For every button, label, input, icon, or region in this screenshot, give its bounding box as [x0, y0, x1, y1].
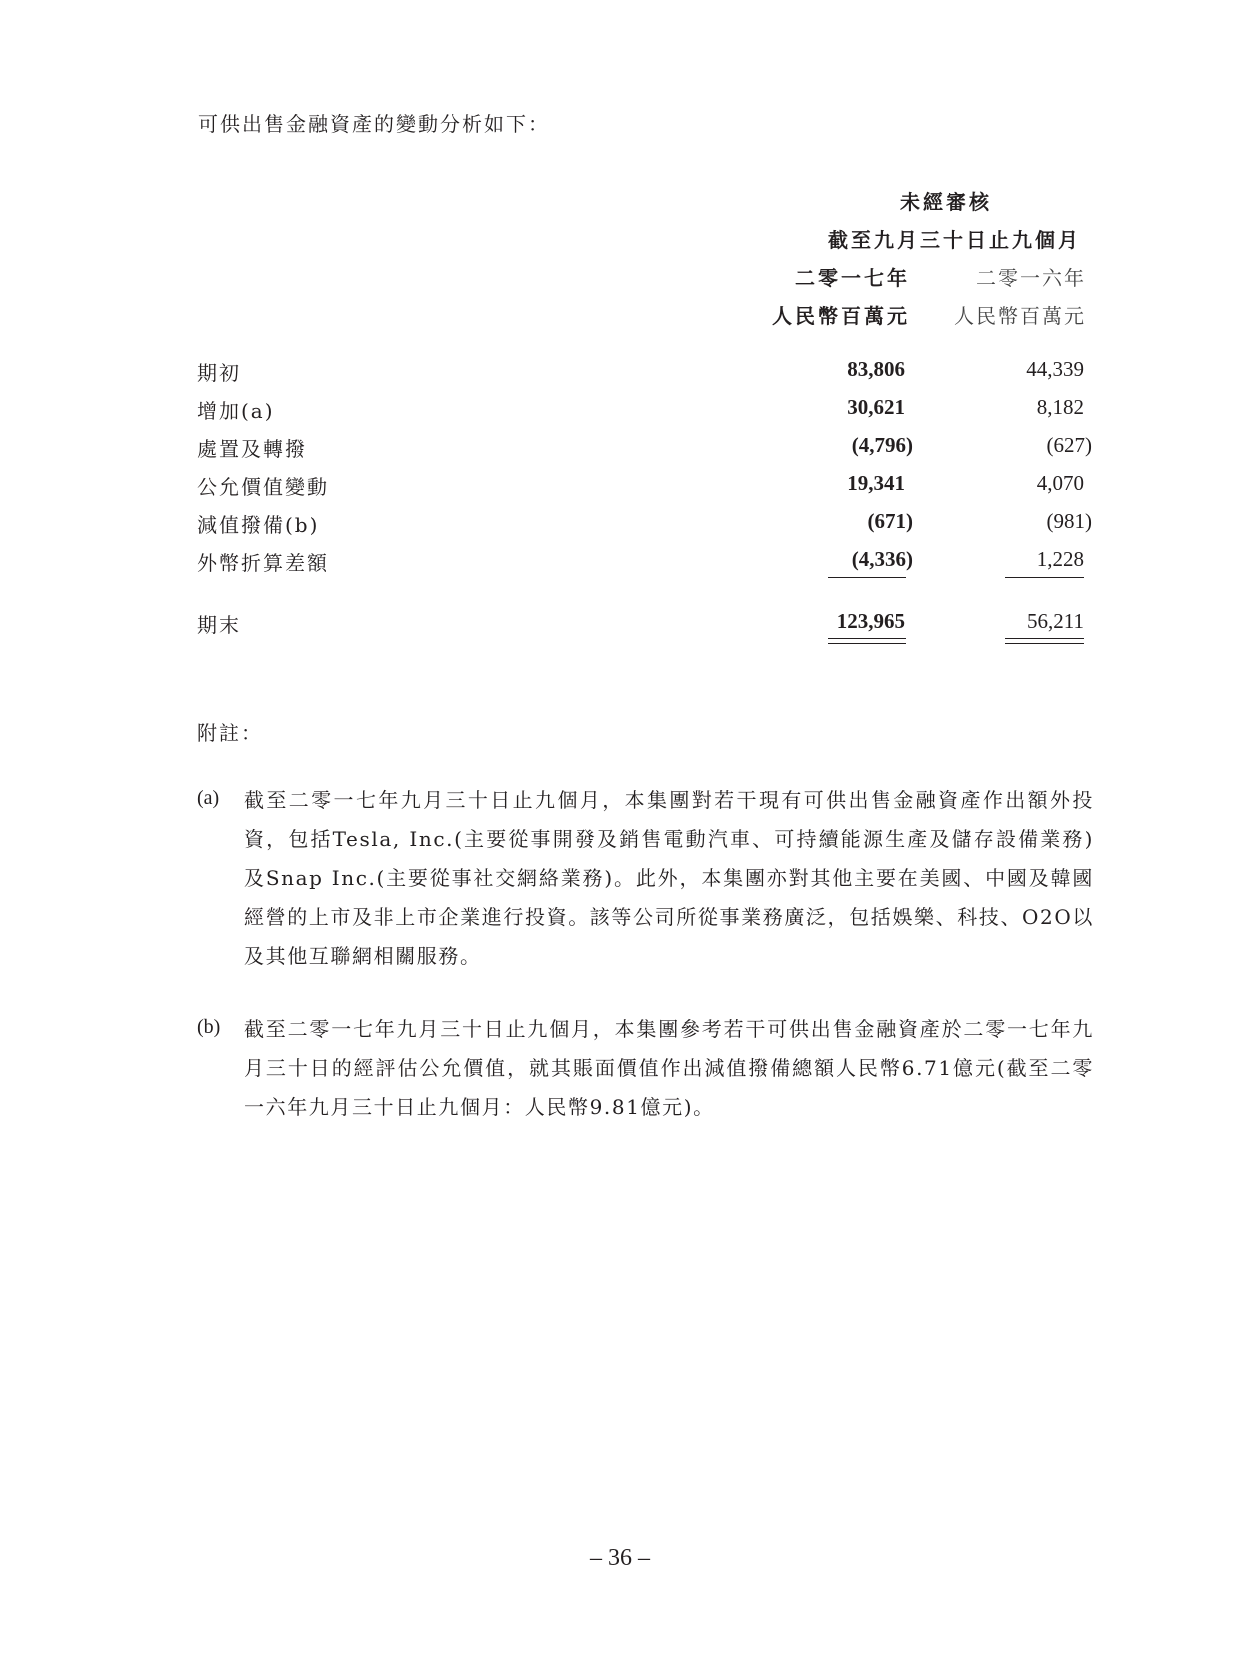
table-row: [0, 395, 1240, 425]
note-marker: (b): [197, 1016, 221, 1038]
header-year-2017: 二零一七年: [795, 266, 910, 290]
notes-title: 附註：: [197, 721, 263, 745]
value-2017: 83,806: [847, 357, 905, 381]
value-2016: 1,228: [1036, 547, 1084, 571]
value-2016: 4,070: [1036, 471, 1084, 495]
header-unaudited: 未經審核: [900, 190, 992, 214]
table-row: [0, 509, 1240, 539]
table-row: [0, 547, 1240, 577]
note-text: 截至二零一七年九月三十日止九個月，本集團對若干現有可供出售金融資產作出額外投資，包括Tesla, Inc.(主要從事開發及銷售電動汽車、可持續能源生產及儲存設備業務)及Snap Inc.(主要從事社交網絡業務)。此外，本集團亦對其他主要在美國、中國及韓國經營的上市及非上市企業進行投資。該等公司所從事業務廣泛，包括娛樂、科技、O2O以及其他互聯網相關服務。: [244, 788, 1094, 968]
row-label: 公允價值變動: [197, 475, 329, 499]
subtotal-rule-2017: [828, 577, 906, 578]
intro-text: 可供出售金融資產的變動分析如下：: [198, 112, 550, 136]
note-marker: (a): [197, 787, 220, 809]
total-label: 期末: [197, 613, 241, 637]
value-2016: (981): [1046, 509, 1092, 533]
value-2017: 30,621: [847, 395, 905, 419]
total-rule-2016-upper: [1005, 638, 1084, 639]
value-2016: (627): [1046, 433, 1092, 457]
page-number: – 36 –: [590, 1545, 650, 1571]
total-value-2016: 56,211: [1027, 609, 1084, 633]
row-label: 處置及轉撥: [197, 437, 307, 461]
total-rule-2016-lower: [1005, 643, 1084, 644]
row-label: 期初: [197, 361, 241, 385]
row-label: 外幣折算差額: [197, 551, 329, 575]
table-row: [0, 357, 1240, 387]
total-rule-2017-lower: [828, 643, 906, 644]
value-2017: (4,796): [851, 433, 913, 457]
total-row: [0, 609, 1240, 639]
header-currency-2017: 人民幣百萬元: [772, 304, 910, 328]
total-value-2017: 123,965: [836, 609, 905, 633]
value-2017: (671): [867, 509, 913, 533]
value-2017: 19,341: [847, 471, 905, 495]
value-2016: 8,182: [1036, 395, 1084, 419]
note-text: 截至二零一七年九月三十日止九個月，本集團參考若干可供出售金融資產於二零一七年九月三十日的經評估公允價值，就其賬面價值作出減值撥備總額人民幣6.71億元(截至二零一六年九月三十日止九個月：人民幣9.81億元)。: [244, 1017, 1094, 1119]
header-period: 截至九月三十日止九個月: [828, 228, 1081, 252]
table-row: [0, 471, 1240, 501]
value-2017: (4,336): [851, 547, 913, 571]
table-row: [0, 433, 1240, 463]
row-label: 減值撥備(b): [197, 513, 320, 537]
value-2016: 44,339: [1026, 357, 1084, 381]
header-currency-2016: 人民幣百萬元: [954, 304, 1086, 328]
subtotal-rule-2016: [1005, 577, 1084, 578]
header-year-2016: 二零一六年: [976, 266, 1086, 290]
row-label: 增加(a): [197, 399, 275, 423]
total-rule-2017-upper: [828, 638, 906, 639]
